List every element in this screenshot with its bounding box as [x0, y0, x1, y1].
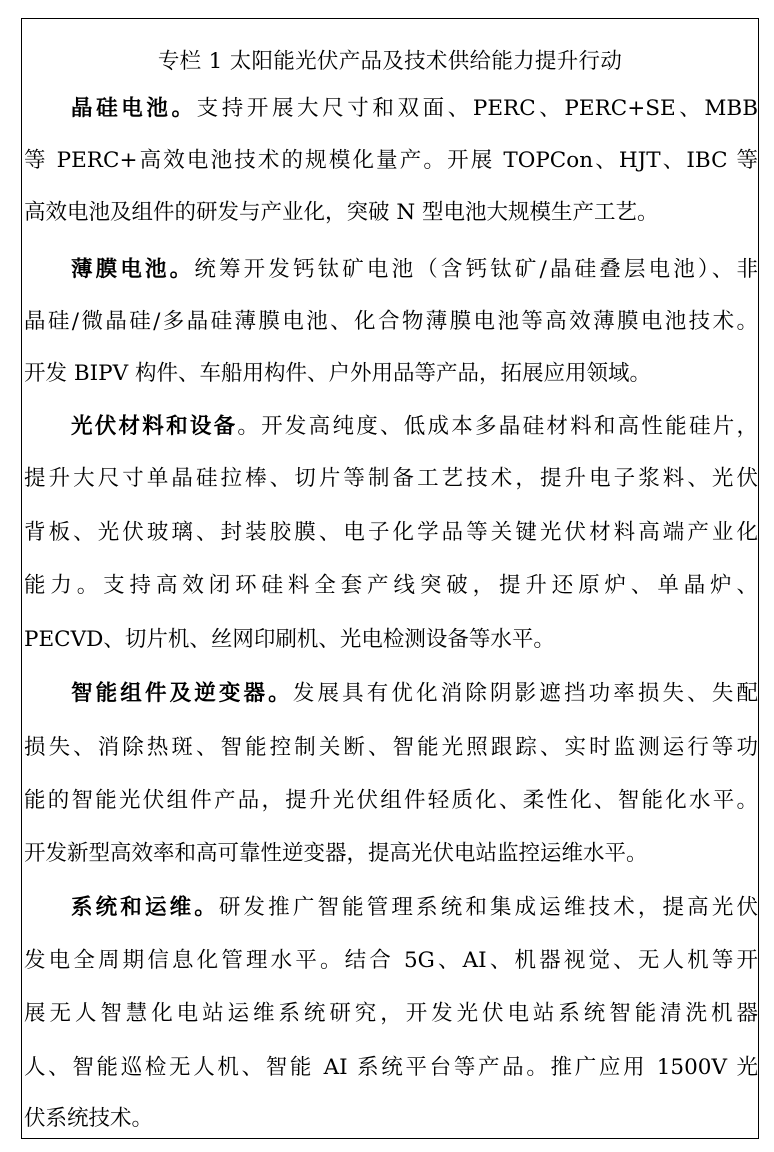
section-line: 能的智能光伏组件产品，提升光伏组件轻质化、柔性化、智能化水平。 — [24, 788, 758, 813]
section-heading: 系统和运维。 — [71, 895, 219, 920]
section-line: 展无人智慧化电站运维系统研究，开发光伏电站系统智能清洗机器 — [24, 1001, 758, 1026]
section-line: 光伏材料和设备。开发高纯度、低成本多晶硅材料和高性能硅片， — [71, 414, 758, 439]
section-heading: 薄膜电池。 — [71, 257, 195, 282]
section-line: 高效电池及组件的研发与产业化，突破 N 型电池大规模生产工艺。 — [24, 200, 659, 225]
section-line: 人、智能巡检无人机、智能 AI 系统平台等产品。推广应用 1500V 光 — [24, 1055, 758, 1080]
section-line: 能力。支持高效闭环硅料全套产线突破，提升还原炉、单晶炉、 — [24, 573, 758, 598]
section-line: 背板、光伏玻璃、封装胶膜、电子化学品等关键光伏材料高端产业化 — [24, 520, 758, 545]
section-line: 智能组件及逆变器。发展具有优化消除阴影遮挡功率损失、失配 — [71, 681, 758, 706]
section-line: 开发 BIPV 构件、车船用构件、户外用品等产品，拓展应用领域。 — [24, 361, 651, 386]
section-heading: 智能组件及逆变器。 — [71, 681, 293, 706]
column-title: 专栏 1 太阳能光伏产品及技术供给能力提升行动 — [157, 49, 623, 74]
section-line: 等 PERC+高效电池技术的规模化量产。开展 TOPCon、HJT、IBC 等 — [24, 148, 758, 173]
section-heading: 光伏材料和设备 — [71, 414, 238, 439]
section-line: 提升大尺寸单晶硅拉棒、切片等制备工艺技术，提升电子浆料、光伏 — [24, 466, 758, 491]
section-line: 开发新型高效率和高可靠性逆变器，提高光伏电站监控运维水平。 — [24, 841, 648, 866]
section-line: 晶硅/微晶硅/多晶硅薄膜电池、化合物薄膜电池等高效薄膜电池技术。 — [24, 309, 758, 334]
section-line: 伏系统技术。 — [24, 1106, 154, 1131]
column-box — [21, 18, 759, 1139]
section-heading: 晶硅电池。 — [71, 96, 197, 121]
section-line: 发电全周期信息化管理水平。结合 5G、AI、机器视觉、无人机等开 — [24, 948, 758, 973]
section-line: 薄膜电池。统筹开发钙钛矿电池（含钙钛矿/晶硅叠层电池）、非 — [71, 257, 758, 282]
section-line: 晶硅电池。支持开展大尺寸和双面、PERC、PERC+SE、MBB — [71, 96, 758, 121]
section-line: 损失、消除热斑、智能控制关断、智能光照跟踪、实时监测运行等功 — [24, 735, 758, 760]
section-line: 系统和运维。研发推广智能管理系统和集成运维技术，提高光伏 — [71, 895, 758, 920]
section-line: PECVD、切片机、丝网印刷机、光电检测设备等水平。 — [24, 627, 555, 652]
